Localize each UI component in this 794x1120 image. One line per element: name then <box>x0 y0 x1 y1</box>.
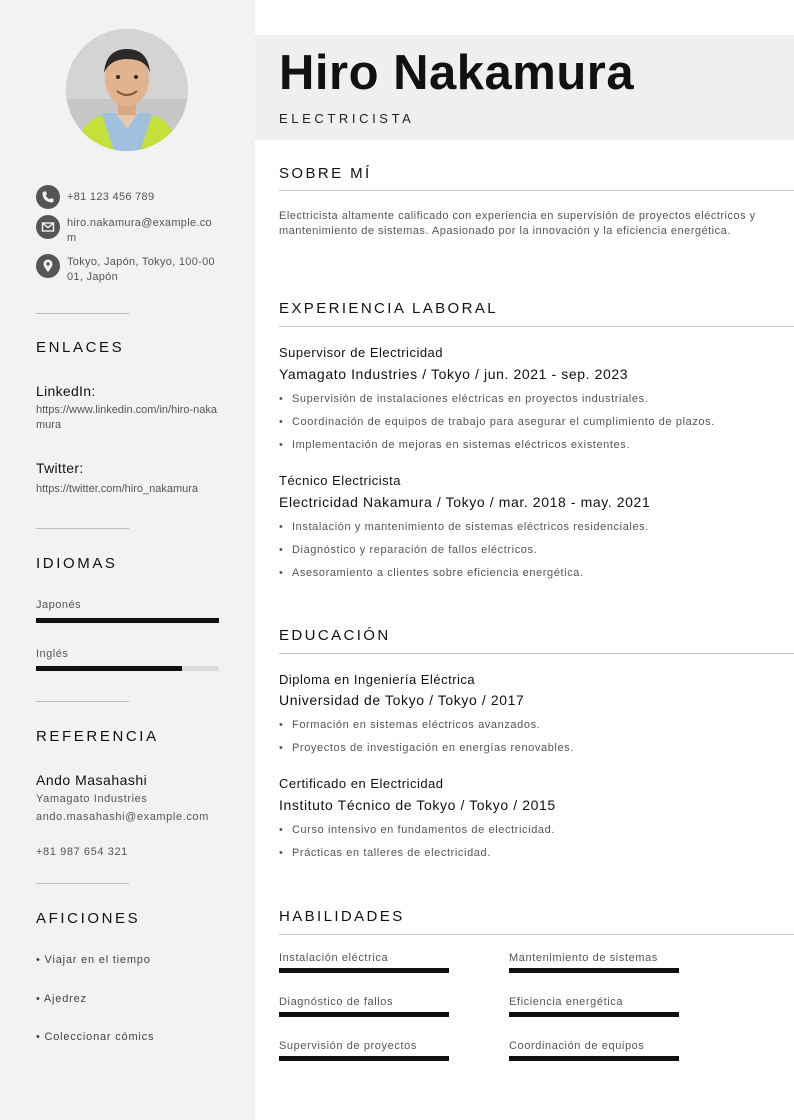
linkedin-link[interactable]: https://www.linkedin.com/in/hiro-nakamura <box>36 404 217 431</box>
twitter-label: Twitter: <box>36 460 84 476</box>
skill-bar <box>509 1012 679 1017</box>
divider <box>36 701 129 702</box>
section-rule <box>279 653 794 654</box>
skill-item <box>509 952 679 973</box>
education-bullet: • Curso intensivo en fundamentos de electricidad. <box>279 824 556 836</box>
contact-address-text: Tokyo, Japón, Tokyo, 100-0001, Japón <box>67 256 215 283</box>
skill-name: Coordinación de equipos <box>509 1040 645 1052</box>
education-org: Instituto Técnico de Tokyo / Tokyo / 2015 <box>279 797 556 813</box>
divider <box>36 528 129 529</box>
skill-name: Eficiencia energética <box>509 996 624 1008</box>
language-level-bar <box>36 666 219 671</box>
education-heading: EDUCACIÓN <box>279 627 391 644</box>
language-level-bar <box>36 618 219 623</box>
contact-address <box>36 254 217 285</box>
divider <box>36 313 129 314</box>
job-org: Yamagato Industries / Tokyo / jun. 2021 - sep. 2023 <box>279 366 629 382</box>
section-rule <box>279 326 794 327</box>
skill-bar <box>509 1056 679 1061</box>
education-bullet: • Prácticas en talleres de electricidad. <box>279 847 491 859</box>
hobby-item: • Coleccionar cómics <box>36 1031 155 1043</box>
skill-item <box>509 996 679 1017</box>
contact-email <box>36 215 217 246</box>
candidate-name: Hiro Nakamura <box>279 46 635 100</box>
job-bullet: • Implementación de mejoras en sistemas eléctricos existentes. <box>279 439 631 451</box>
linkedin-label: LinkedIn: <box>36 383 96 399</box>
email-icon <box>36 215 60 239</box>
skill-item <box>279 1040 449 1061</box>
reference-email: ando.masahashi@example.com <box>36 811 209 823</box>
contact-phone-text: +81 123 456 789 <box>67 191 155 203</box>
candidate-role: ELECTRICISTA <box>279 111 415 126</box>
skill-name: Mantenimiento de sistemas <box>509 952 658 964</box>
skill-item <box>279 996 449 1017</box>
reference-name: Ando Masahashi <box>36 772 148 788</box>
job-title: Supervisor de Electricidad <box>279 345 444 360</box>
skill-name: Supervisión de proyectos <box>279 1040 417 1052</box>
section-rule <box>279 934 794 935</box>
job-org: Electricidad Nakamura / Tokyo / mar. 2018 - may. 2021 <box>279 494 651 510</box>
reference-company: Yamagato Industries <box>36 793 148 805</box>
experience-heading: EXPERIENCIA LABORAL <box>279 300 499 317</box>
education-bullet: • Formación en sistemas eléctricos avanzados. <box>279 719 541 731</box>
skill-item <box>509 1040 679 1061</box>
reference-heading: REFERENCIA <box>36 728 159 745</box>
divider <box>36 883 129 884</box>
section-rule <box>279 190 794 191</box>
hobby-item: • Ajedrez <box>36 993 87 1005</box>
job-bullet: • Asesoramiento a clientes sobre eficiencia energética. <box>279 567 584 579</box>
language-level-fill <box>36 618 219 623</box>
links-heading: ENLACES <box>36 339 125 356</box>
about-heading: SOBRE MÍ <box>279 165 372 182</box>
job-bullet: • Diagnóstico y reparación de fallos eléctricos. <box>279 544 538 556</box>
language-name: Japonés <box>36 599 82 611</box>
skill-name: Diagnóstico de fallos <box>279 996 394 1008</box>
contact-phone <box>36 185 217 209</box>
education-bullet: • Proyectos de investigación en energías renovables. <box>279 742 574 754</box>
hobby-item: • Viajar en el tiempo <box>36 954 151 966</box>
skills-heading: HABILIDADES <box>279 908 405 925</box>
about-text: Electricista altamente calificado con experiencia en supervisión de proyectos eléctricos y mantenimiento de sistemas. Apasionado por la innovación y la eficiencia energética. <box>279 210 756 237</box>
education-org: Universidad de Tokyo / Tokyo / 2017 <box>279 692 525 708</box>
reference-phone: +81 987 654 321 <box>36 846 128 858</box>
skill-name: Instalación eléctrica <box>279 952 389 964</box>
profile-photo <box>66 29 188 151</box>
languages-heading: IDIOMAS <box>36 555 118 572</box>
skill-bar <box>279 1012 449 1017</box>
skill-bar <box>279 968 449 973</box>
language-name: Inglés <box>36 648 69 660</box>
hobbies-heading: AFICIONES <box>36 910 141 927</box>
job-bullet: • Supervisión de instalaciones eléctricas en proyectos industriales. <box>279 393 649 405</box>
twitter-link[interactable]: https://twitter.com/hiro_nakamura <box>36 483 199 495</box>
skill-item <box>279 952 449 973</box>
job-bullet: • Instalación y mantenimiento de sistemas eléctricos residenciales. <box>279 521 649 533</box>
location-pin-icon <box>36 254 60 278</box>
education-title: Certificado en Electricidad <box>279 776 444 791</box>
job-title: Técnico Electricista <box>279 473 401 488</box>
phone-icon <box>36 185 60 209</box>
job-bullet: • Coordinación de equipos de trabajo para asegurar el cumplimiento de plazos. <box>279 416 715 428</box>
skill-bar <box>279 1056 449 1061</box>
skill-bar <box>509 968 679 973</box>
language-level-fill <box>36 666 182 671</box>
education-title: Diploma en Ingeniería Eléctrica <box>279 672 476 687</box>
contact-email-text: hiro.nakamura@example.com <box>67 217 212 244</box>
